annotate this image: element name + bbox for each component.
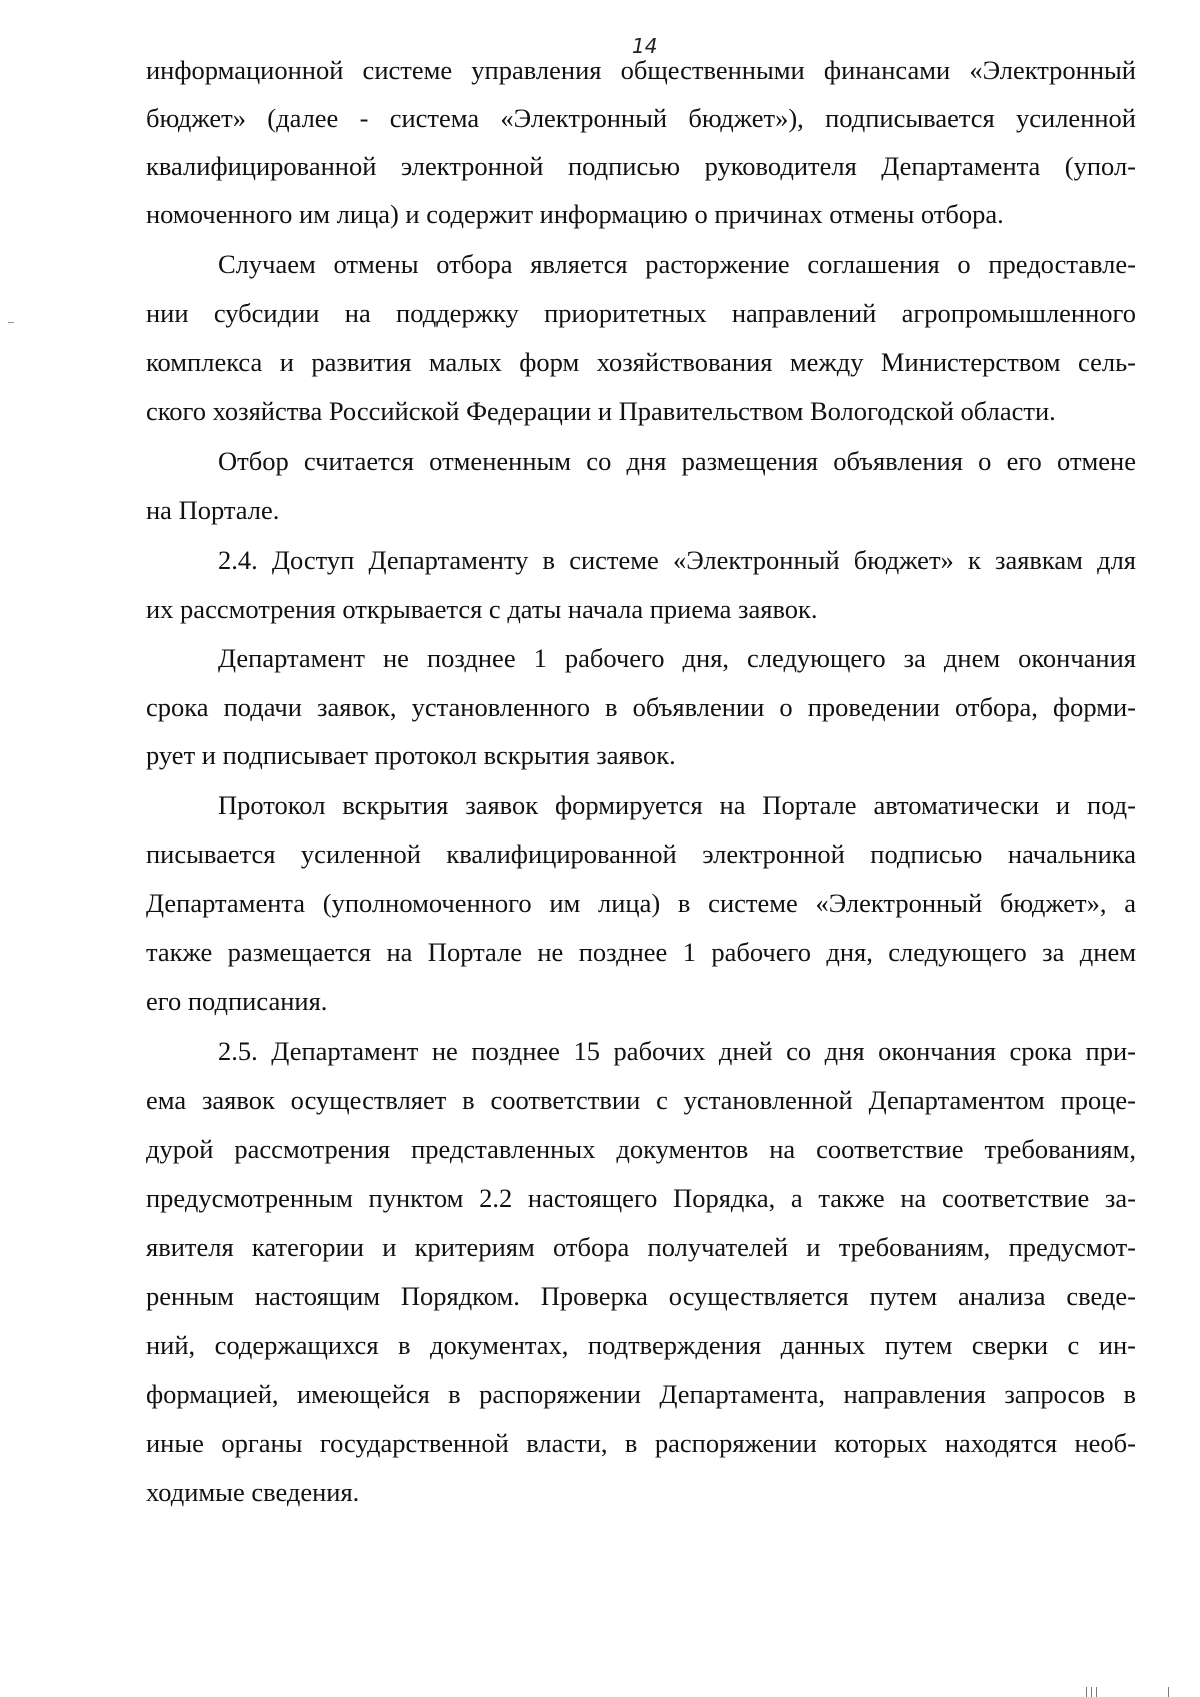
text-line: ходимые сведения. <box>146 1477 360 1507</box>
text-line: номоченного им лица) и содержит информацию о причинах отмены отбора. <box>146 199 1004 229</box>
text-line: нии субсидии на поддержку приоритетных направлений агропромышленного <box>146 298 1136 328</box>
text-line: 2.4. Доступ Департаменту в системе «Электронный бюджет» к заявкам для <box>218 545 1136 575</box>
text-line: ема заявок осуществляет в соответствии с установленной Департаментом проце- <box>146 1085 1136 1115</box>
text-line: его подписания. <box>146 986 328 1016</box>
text-line: Департамент не позднее 1 рабочего дня, следующего за днем окончания <box>218 643 1136 673</box>
text-line: срока подачи заявок, установленного в объявлении о проведении отбора, форми- <box>146 692 1136 722</box>
text-line: бюджет» (далее - система «Электронный бюджет»), подписывается усиленной <box>146 103 1136 133</box>
text-line: информационной системе управления общественными финансами «Электронный <box>146 55 1136 85</box>
text-line: предусмотренным пунктом 2.2 настоящего Порядка, а также на соответствие за- <box>146 1183 1136 1213</box>
text-line: ского хозяйства Российской Федерации и Правительством Вологодской области. <box>146 396 1056 426</box>
text-line: рует и подписывает протокол вскрытия заявок. <box>146 740 676 770</box>
page-number: 14 <box>632 34 658 58</box>
text-line: ренным настоящим Порядком. Проверка осуществляется путем анализа сведе- <box>146 1281 1136 1311</box>
text-line: Департамента (уполномоченного им лица) в системе «Электронный бюджет», а <box>146 888 1136 918</box>
text-line: комплекса и развития малых форм хозяйствования между Министерством сель- <box>146 347 1136 377</box>
text-line: дурой рассмотрения представленных документов на соответствие требованиям, <box>146 1134 1136 1164</box>
text-line: на Портале. <box>146 495 280 525</box>
text-line: формацией, имеющейся в распоряжении Департамента, направления запросов в <box>146 1379 1136 1409</box>
text-line: квалифицированной электронной подписью руководителя Департамента (упол- <box>146 151 1136 181</box>
margin-mark <box>8 322 14 323</box>
text-line: также размещается на Портале не позднее 1 рабочего дня, следующего за днем <box>146 937 1136 967</box>
text-line: Протокол вскрытия заявок формируется на Портале автоматически и под- <box>218 790 1136 820</box>
text-line: их рассмотрения открывается с даты начала приема заявок. <box>146 594 818 624</box>
text-line: иные органы государственной власти, в распоряжении которых находятся необ- <box>146 1428 1136 1458</box>
text-line: 2.5. Департамент не позднее 15 рабочих дней со дня окончания срока при- <box>218 1036 1136 1066</box>
text-line: писывается усиленной квалифицированной электронной подписью начальника <box>146 839 1136 869</box>
text-line: явителя категории и критериям отбора получателей и требованиям, предусмот- <box>146 1232 1136 1262</box>
text-line: ний, содержащихся в документах, подтверждения данных путем сверки с ин- <box>146 1330 1136 1360</box>
text-line: Отбор считается отмененным со дня размещения объявления о его отмене <box>218 446 1136 476</box>
text-line: Случаем отмены отбора является расторжение соглашения о предоставле- <box>218 249 1136 279</box>
scan-corner-marks <box>1086 1683 1186 1697</box>
